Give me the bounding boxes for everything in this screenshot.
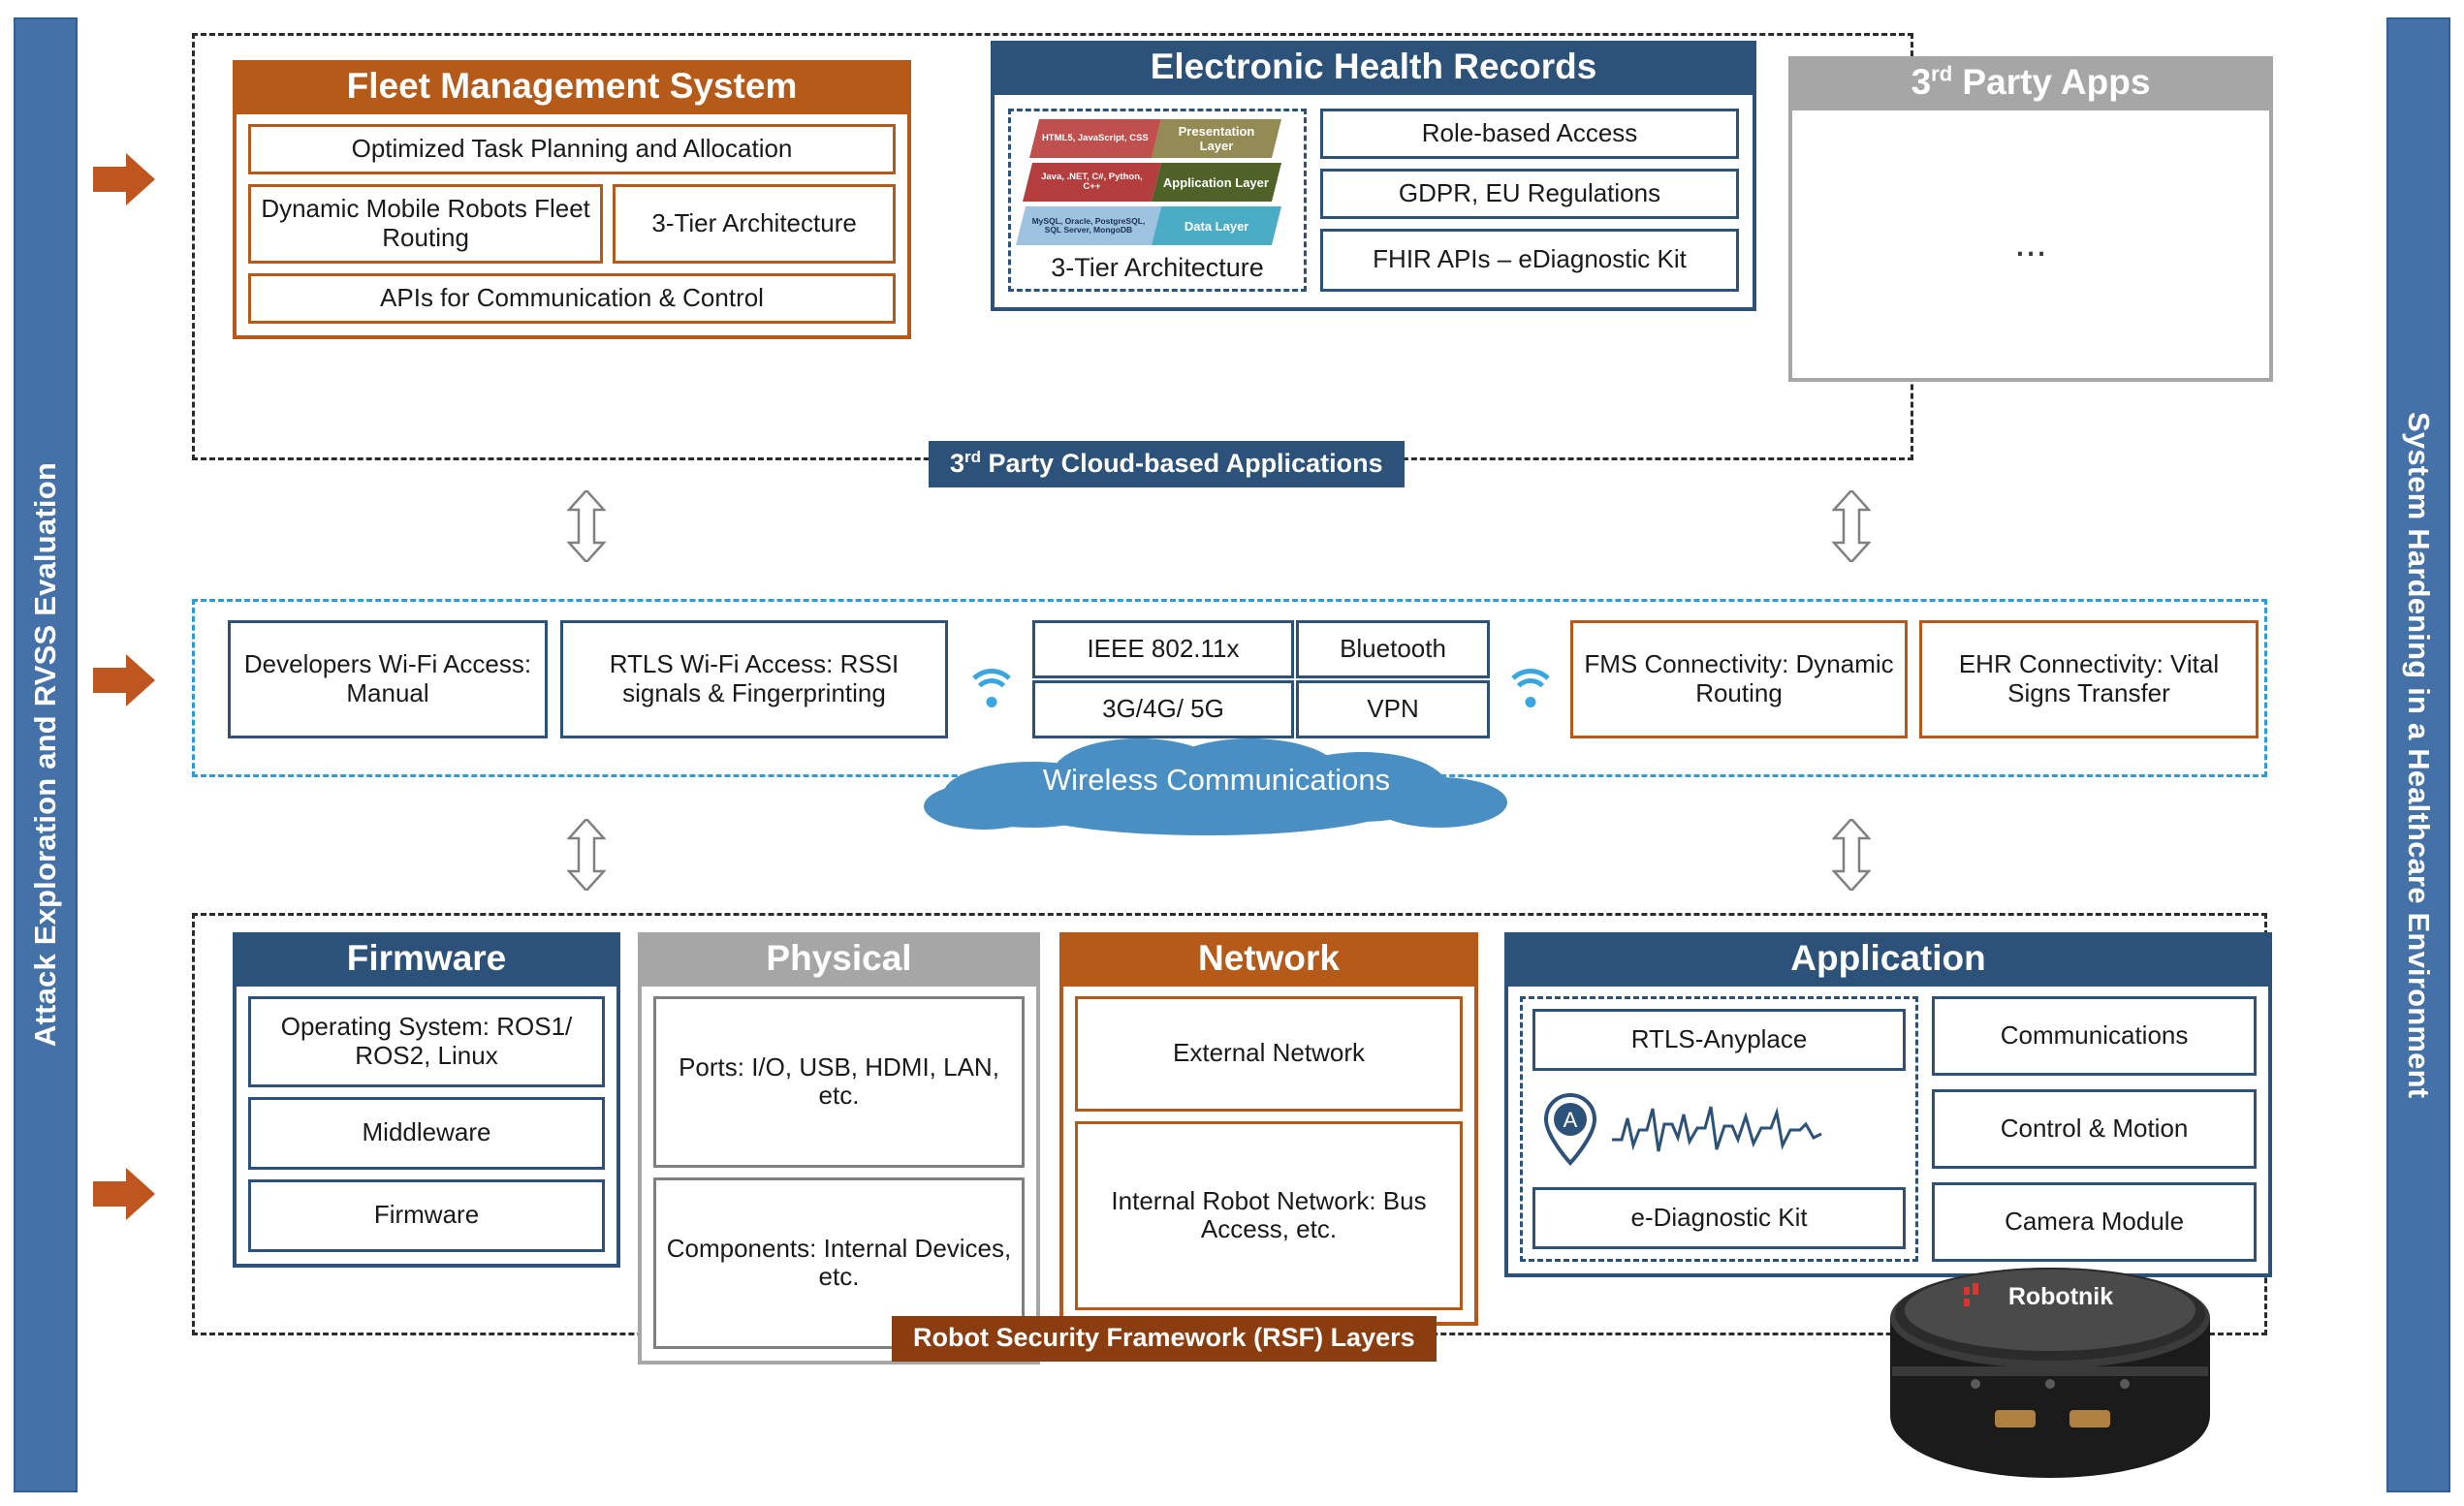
robot-brand-label: Robotnik: [2007, 1283, 2114, 1310]
network-item-internal: Internal Robot Network: Bus Access, etc.: [1075, 1121, 1463, 1310]
attack-arrow-rsf: [93, 1168, 155, 1220]
wireless-cloud-label: Wireless Communications: [1042, 763, 1391, 797]
double-arrow-icon: [1832, 490, 1871, 562]
cloud-apps-caption: 3rd Party Cloud-based Applications: [929, 441, 1405, 487]
tier-right-label-1: Presentation Layer: [1178, 123, 1255, 153]
third-party-sup: rd: [1931, 62, 1953, 86]
fms-item-apis: APIs for Communication & Control: [248, 273, 896, 324]
fms-item-task-planning: Optimized Task Planning and Allocation: [248, 124, 896, 174]
robot-image: [1871, 1260, 2229, 1497]
application-item-rtls-anyplace: RTLS-Anyplace: [1532, 1009, 1906, 1071]
physical-title: Physical: [638, 932, 1040, 987]
third-party-apps-body: ...: [2014, 221, 2047, 265]
wireless-item-ieee: IEEE 802.11x: [1032, 620, 1294, 678]
firmware-layer-panel: [233, 932, 620, 1268]
double-arrow-fms-wireless: [567, 490, 606, 562]
attack-arrow-wireless: [93, 654, 155, 706]
double-arrow-wireless-application: [1832, 819, 1871, 891]
rsf-layers-caption: Robot Security Framework (RSF) Layers: [892, 1316, 1437, 1362]
ecg-waveform-icon: [1610, 1095, 1823, 1163]
left-vertical-banner: [14, 17, 78, 1492]
wifi-icon-left: [965, 667, 1018, 709]
fms-title: Fleet Management System: [233, 60, 911, 114]
tier-left-label-3: MySQL, Oracle, PostgreSQL, SQL Server, MongoDB: [1031, 215, 1146, 235]
wireless-item-bluetooth: Bluetooth: [1296, 620, 1490, 678]
attack-arrow-cloud: [93, 153, 155, 205]
right-vertical-banner: [2386, 17, 2450, 1492]
right-banner-label: System Hardening in a Healthcare Environment: [2402, 411, 2436, 1099]
double-arrow-icon: [567, 819, 606, 891]
firmware-item-firmware: Firmware: [248, 1179, 605, 1252]
firmware-item-middleware: Middleware: [248, 1097, 605, 1170]
third-party-apps-panel: [1788, 56, 2273, 382]
tier-right-label-2: Application Layer: [1163, 174, 1270, 190]
wireless-item-fms-connectivity: FMS Connectivity: Dynamic Routing: [1570, 620, 1908, 738]
double-arrow-wireless-firmware: [567, 819, 606, 891]
wireless-item-rtls-wifi: RTLS Wi-Fi Access: RSSI signals & Fingerprinting: [560, 620, 948, 738]
wireless-item-developers-wifi: Developers Wi-Fi Access: Manual: [228, 620, 548, 738]
third-party-apps-title-text: 3rd Party Apps: [1911, 62, 2151, 103]
wireless-item-ehr-connectivity: EHR Connectivity: Vital Signs Transfer: [1919, 620, 2259, 738]
svg-text:A: A: [1563, 1107, 1578, 1132]
double-arrow-icon: [567, 490, 606, 562]
application-item-camera-module: Camera Module: [1932, 1182, 2257, 1262]
tier-left-label-1: HTML5, JavaScript, CSS: [1042, 132, 1149, 143]
application-title: Application: [1504, 932, 2272, 987]
wireless-cloud-shape: [916, 737, 1517, 838]
electronic-health-records-panel: [991, 41, 1756, 311]
third-party-apps-title: [1788, 56, 2273, 110]
wireless-item-cellular: 3G/4G/ 5G: [1032, 680, 1294, 738]
fms-item-3tier: 3-Tier Architecture: [613, 184, 896, 264]
ehr-3tier-architecture: [1008, 109, 1307, 292]
application-layer-panel: [1504, 932, 2272, 1277]
ehr-item-fhir-apis: FHIR APIs – eDiagnostic Kit: [1320, 229, 1739, 292]
tier-row-application: [1027, 163, 1277, 202]
tier-row-presentation: [1034, 119, 1277, 158]
firmware-item-os: Operating System: ROS1/ ROS2, Linux: [248, 996, 605, 1087]
ehr-item-gdpr: GDPR, EU Regulations: [1320, 169, 1739, 219]
application-item-control-motion: Control & Motion: [1932, 1089, 2257, 1169]
application-item-communications: Communications: [1932, 996, 2257, 1076]
double-arrow-thirdparty-wireless: [1832, 490, 1871, 562]
double-arrow-icon: [1832, 819, 1871, 891]
robotnik-robot-icon: [1871, 1260, 2229, 1492]
fms-item-fleet-routing: Dynamic Mobile Robots Fleet Routing: [248, 184, 603, 264]
network-item-external: External Network: [1075, 996, 1463, 1112]
application-item-ediagnostic-kit: e-Diagnostic Kit: [1532, 1187, 1906, 1249]
3tier-architecture-label: 3-Tier Architecture: [1051, 252, 1264, 282]
physical-item-components: Components: Internal Devices, etc.: [653, 1177, 1025, 1349]
firmware-title: Firmware: [233, 932, 620, 987]
wireless-item-vpn: VPN: [1296, 680, 1490, 738]
network-title: Network: [1059, 932, 1478, 987]
left-banner-label: Attack Exploration and RVSS Evaluation: [28, 462, 62, 1048]
location-pin-icon: [1540, 1091, 1600, 1167]
physical-item-ports: Ports: I/O, USB, HDMI, LAN, etc.: [653, 996, 1025, 1168]
tier-row-data: [1021, 206, 1277, 245]
application-icon-row: [1532, 1079, 1906, 1179]
3tier-stack-graphic: [1021, 119, 1294, 247]
ehr-item-role-based-access: Role-based Access: [1320, 109, 1739, 159]
application-rtls-subgroup: [1520, 996, 1918, 1262]
physical-layer-panel: [638, 932, 1040, 1365]
ehr-title: Electronic Health Records: [991, 41, 1756, 95]
tier-left-label-2: Java, .NET, C#, Python, C++: [1041, 171, 1143, 192]
cloud-caption-sup: rd: [964, 448, 982, 466]
tier-right-label-3: Data Layer: [1184, 218, 1249, 234]
fleet-management-system-panel: [233, 60, 911, 339]
network-layer-panel: [1059, 932, 1478, 1326]
wifi-icon-right: [1504, 667, 1557, 709]
